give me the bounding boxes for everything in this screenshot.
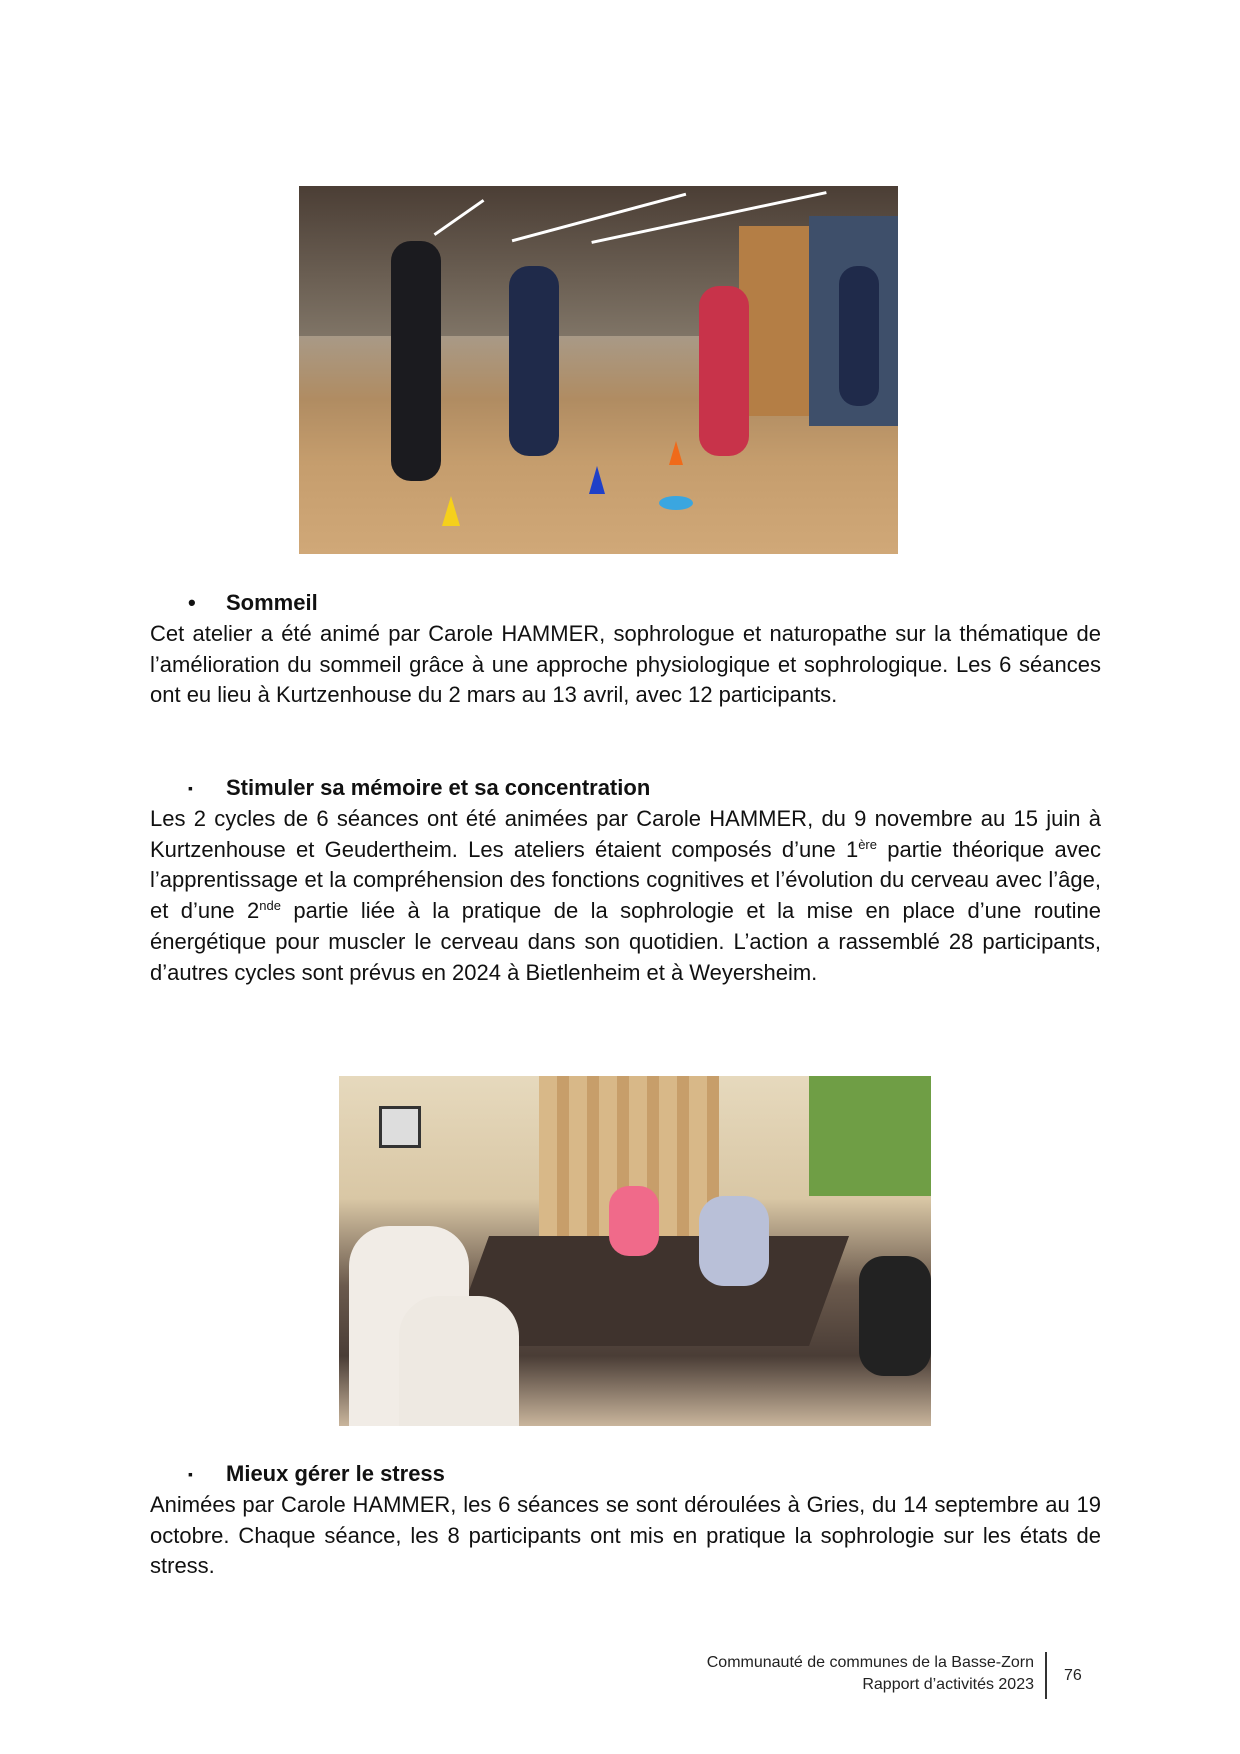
section-heading xyxy=(150,773,1101,804)
person xyxy=(509,266,559,456)
section-stress xyxy=(150,1459,1101,1582)
section-paragraph: Animées par Carole HAMMER, les 6 séances se sont déroulées à Gries, du 14 septembre au 19 octobre. Chaque séance, les 8 participants ont mis en pratique la sophrologie sur les états de stress. xyxy=(150,1491,1101,1579)
superscript: ère xyxy=(858,836,877,852)
person xyxy=(699,1196,769,1286)
section-title: Mieux gérer le stress xyxy=(226,1461,445,1486)
cone xyxy=(669,441,683,465)
footer-report-title: Rapport d’activités 2023 xyxy=(862,1676,1034,1693)
footer xyxy=(707,1652,1034,1696)
section-paragraph xyxy=(150,804,1101,989)
floor-marker xyxy=(659,496,693,510)
section-memoire xyxy=(150,773,1101,989)
wall-frame xyxy=(379,1106,421,1148)
footer-organization: Communauté de communes de la Basse-Zorn xyxy=(706,1654,1034,1671)
person xyxy=(699,286,749,456)
person xyxy=(609,1186,659,1256)
bullet-icon: • xyxy=(188,590,196,615)
text: partie liée à la pratique de la sophrologie et la mise en place d’une routine énergétique pour muscler le cerveau dans son quotidien. L’action a rassemblé 28 participants, d’autres cycles sont prévus en 2024 à Bietlenheim et à Weyersheim. xyxy=(150,898,1102,985)
superscript: nde xyxy=(259,898,281,914)
text: partie théorique avec l’apprentissage et la compréhension des fonctions cognitives et l’évolution du cerveau avec l’âge, et d’une 2 xyxy=(150,836,1101,924)
cone xyxy=(589,466,605,494)
section-title: Sommeil xyxy=(226,590,318,615)
section-heading xyxy=(150,588,1101,619)
footer-divider xyxy=(1045,1652,1047,1699)
section-heading xyxy=(150,1459,1101,1490)
person xyxy=(391,241,441,481)
window xyxy=(809,1076,931,1196)
text: Les 2 cycles de 6 séances ont été animées par Carole HAMMER, du 9 novembre au 15 juin à Kurtzenhouse et Geudertheim. Les ateliers étaient composés d’une 1 xyxy=(150,805,1101,862)
section-title: Stimuler sa mémoire et sa concentration xyxy=(226,775,651,800)
bullet-icon: ▪ xyxy=(188,1466,193,1482)
person xyxy=(839,266,879,406)
photo-exercise-session xyxy=(299,186,898,554)
bullet-icon: ▪ xyxy=(188,780,193,796)
page-number: 76 xyxy=(1064,1667,1082,1684)
person xyxy=(399,1296,519,1426)
cone xyxy=(442,496,460,526)
person xyxy=(859,1256,931,1376)
photo-workshop-table xyxy=(339,1076,931,1426)
section-sommeil xyxy=(150,588,1101,711)
section-paragraph: Cet atelier a été animé par Carole HAMMER, sophrologue et naturopathe sur la thématique de l’amélioration du sommeil grâce à une approche physiologique et sophrologique. Les 6 séances ont eu lieu à Kurtzenhouse du 2 mars au 13 avril, avec 12 participants. xyxy=(150,620,1101,708)
